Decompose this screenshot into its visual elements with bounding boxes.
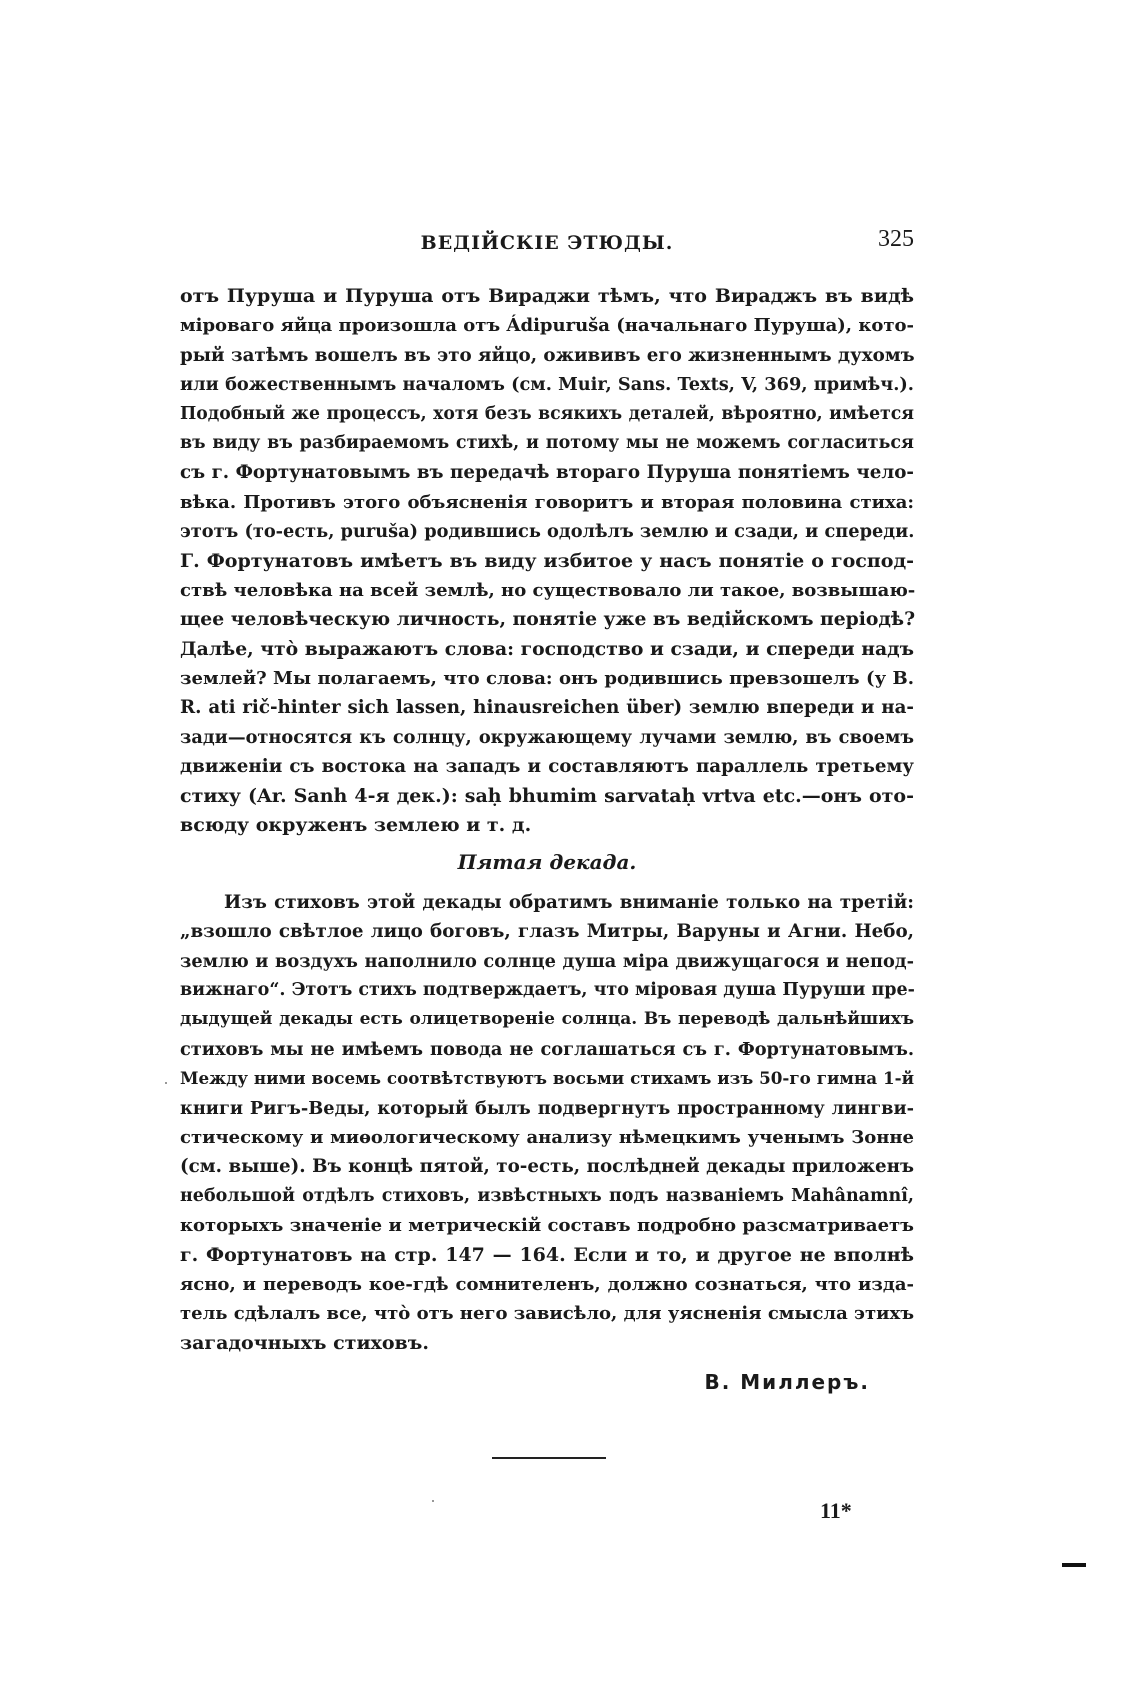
text-line: г. Фортунатовъ на стр. 147 — 164. Если и то, и другое не вполнѣ bbox=[180, 1243, 914, 1266]
text-line: дыдущей декады есть олицетвореніе солнца. Въ переводѣ дальнѣйшихъ bbox=[180, 1009, 914, 1030]
text-line: Подобный же процессъ, хотя безъ всякихъ деталей, вѣроятно, имѣется bbox=[180, 403, 914, 424]
text-line: зади—относятся къ солнцу, окружающему лучами землю, въ своемъ bbox=[180, 726, 914, 748]
text-line: вижнаго“. Этотъ стихъ подтверждаетъ, что міровая душа Пуруши пре- bbox=[180, 979, 915, 1000]
text-line: книги Ригъ-Веды, который былъ подвергнутъ пространному лингви- bbox=[180, 1097, 914, 1119]
text-line: небольшой отдѣлъ стиховъ, извѣстныхъ подъ названіемъ Mahânamnî, bbox=[180, 1185, 914, 1206]
text-line: землей? Мы полагаемъ, что слова: онъ родившись превзошелъ (у В. bbox=[180, 668, 914, 690]
paper-speck bbox=[165, 1082, 167, 1084]
text-line: Изъ стиховъ этой декады обратимъ вниманіе только на третій: bbox=[224, 891, 914, 913]
text-line: всюду окруженъ землею и т. д. bbox=[180, 814, 532, 837]
text-line: щее человѣческую личность, понятіе уже въ ведійскомъ періодѣ? bbox=[180, 608, 916, 631]
section-end-rule bbox=[492, 1457, 606, 1459]
text-line: рый затѣмъ вошелъ въ это яйцо, ожививъ его жизненнымъ духомъ bbox=[180, 344, 915, 366]
text-line: тель сдѣлалъ все, что̀ отъ него зависѣло, для уясненія смысла этихъ bbox=[180, 1303, 915, 1325]
text-line: міроваго яйца произошла отъ Ádipuruša (начальнаго Пуруша), кото- bbox=[180, 315, 914, 337]
text-line: Г. Фортунатовъ имѣетъ въ виду избитое у насъ понятіе о господ- bbox=[180, 549, 914, 572]
main-text bbox=[180, 282, 914, 1398]
text-line: землю и воздухъ наполнило солнце душа міра движущагося и непод- bbox=[180, 950, 914, 972]
text-line: стиху (Ar. Sanh 4-я дек.): saḥ bhumim sarvataḥ vrtva etc.—онъ ото- bbox=[180, 784, 914, 807]
paragraph-1 bbox=[180, 282, 914, 840]
text-line: съ г. Фортунатовымъ въ передачѣ втораго Пуруша понятіемъ чело- bbox=[180, 462, 914, 484]
section-heading-text: Пятая декада. bbox=[457, 850, 637, 875]
text-line: стическому и миѳологическому анализу нѣмецкимъ ученымъ Зонне bbox=[180, 1126, 914, 1148]
text-line: Между ними восемь соотвѣтствуютъ восьми стихамъ изъ 50-го гимна 1-й bbox=[180, 1068, 914, 1089]
text-line: ясно, и переводъ кое-гдѣ сомнителенъ, должно сознаться, что изда- bbox=[180, 1273, 914, 1295]
author-signature: В. Миллеръ. bbox=[704, 1370, 870, 1395]
text-line: Далѣе, что̀ выражаютъ слова: господство и сзади, и спереди надъ bbox=[180, 637, 914, 660]
text-line: движеніи съ востока на западъ и составляютъ параллель третьему bbox=[180, 756, 914, 778]
signature-row bbox=[180, 1358, 914, 1398]
page-header bbox=[180, 226, 914, 272]
text-line: ствѣ человѣка на всей землѣ, но существовало ли такое, возвышаю- bbox=[180, 579, 916, 601]
text-line: или божественнымъ началомъ (см. Muir, Sans. Texts, V, 369, примѣч.). bbox=[180, 374, 914, 396]
section-heading bbox=[180, 848, 914, 877]
text-line: „взошло свѣтлое лицо боговъ, глазъ Митры, Варуны и Агни. Небо, bbox=[180, 921, 914, 943]
running-head: ВЕДІЙСКІЕ ЭТЮДЫ. bbox=[420, 232, 674, 254]
text-line: этотъ (то-есть, puruša) родившись одолѣлъ землю и сзади, и спереди. bbox=[180, 521, 915, 543]
text-line: (см. выше). Въ концѣ пятой, то-есть, послѣдней декады приложенъ bbox=[180, 1156, 914, 1178]
page-number: 325 bbox=[878, 226, 914, 252]
printer-signature-mark: 11* bbox=[820, 1498, 852, 1523]
text-line: въ виду въ разбираемомъ стихѣ, и потому мы не можемъ согласиться bbox=[180, 432, 914, 453]
text-line: загадочныхъ стиховъ. bbox=[180, 1331, 429, 1354]
text-line: вѣка. Противъ этого объясненія говоритъ и вторая половина стиха: bbox=[180, 491, 914, 513]
text-line: R. ati rič-hinter sich lassen, hinausreichen über) землю впереди и на- bbox=[180, 697, 914, 719]
paper-speck bbox=[432, 1500, 434, 1502]
text-line: которыхъ значеніе и метрическій составъ подробно разсматриваетъ bbox=[180, 1215, 914, 1237]
text-line: стиховъ мы не имѣемъ повода не соглашаться съ г. Фортунатовымъ. bbox=[180, 1038, 914, 1060]
text-line: отъ Пуруша и Пуруша отъ Вираджи тѣмъ, что Вираджъ въ видѣ bbox=[180, 285, 914, 307]
paragraph-2 bbox=[180, 888, 914, 1358]
page-edge-mark bbox=[1062, 1563, 1086, 1567]
